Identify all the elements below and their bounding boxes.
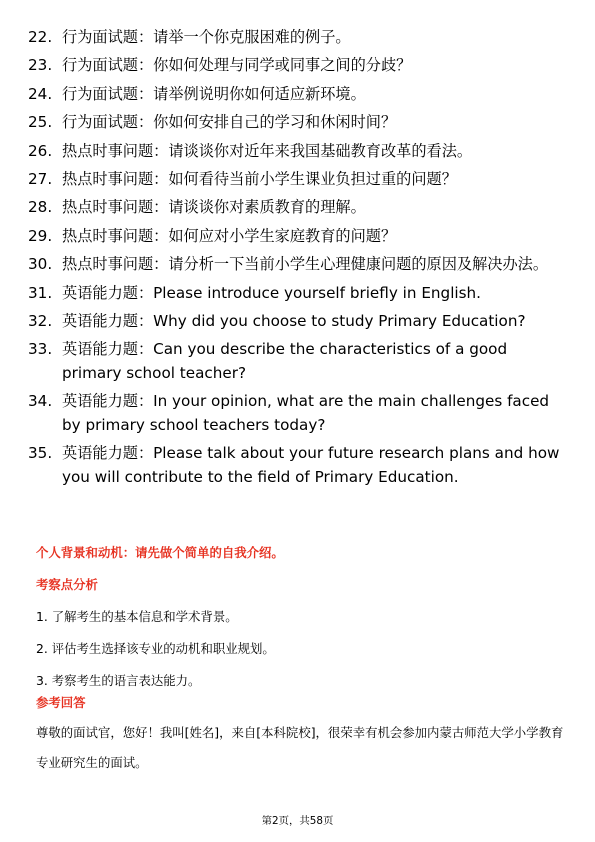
page-number-footer: 第2页，共58页 [261, 815, 334, 827]
focus-question-section [36, 544, 566, 562]
question-number: 32. [28, 312, 53, 331]
question-number: 23. [28, 56, 53, 75]
question-number: 28. [28, 198, 53, 217]
list-item [28, 253, 568, 276]
analysis-item: 1. 了解考生的基本信息和学术背景。 [36, 609, 238, 624]
focus-question-heading: 个人背景和动机：请先做个简单的自我介绍。 [36, 545, 284, 560]
question-number: 31. [28, 283, 53, 302]
list-item [28, 225, 568, 248]
question-text: 英语能力题：Please talk about your future research plans and how you will contribute to the field of Primary Education. [62, 444, 560, 486]
reference-heading: 参考回答 [36, 695, 86, 710]
analysis-item: 3. 考察考生的语言表达能力。 [36, 673, 201, 688]
question-number: 34. [28, 392, 53, 411]
list-item [28, 54, 568, 77]
question-number: 33. [28, 340, 53, 359]
question-number: 25. [28, 113, 53, 132]
question-text: 行为面试题：请举一个你克服困难的例子。 [62, 28, 351, 46]
list-item [28, 140, 568, 163]
question-text: 行为面试题：请举例说明你如何适应新环境。 [62, 84, 366, 103]
reference-answer: 尊敬的面试官，您好！我叫[姓名]，来自[本科院校]，很荣幸有机会参加内蒙古师范大学小学教育专业研究生的面试。 [36, 725, 564, 770]
question-text: 行为面试题：你如何安排自己的学习和休闲时间？ [62, 113, 397, 132]
question-number: 35. [28, 444, 53, 463]
question-number: 22. [28, 28, 53, 46]
question-text: 英语能力题：Please introduce yourself briefly in English. [62, 283, 481, 302]
list-item [28, 196, 568, 219]
question-text: 英语能力题：Why did you choose to study Primary Education? [62, 312, 526, 331]
question-number: 24. [28, 84, 53, 103]
list-item [28, 442, 568, 489]
question-text: 热点时事问题：请谈谈你对近年来我国基础教育改革的看法。 [62, 141, 473, 160]
list-item [28, 26, 568, 49]
question-text: 行为面试题：你如何处理与同学或同事之间的分歧？ [62, 56, 412, 75]
question-text: 热点时事问题：请谈谈你对素质教育的理解。 [62, 198, 366, 217]
reference-section [36, 694, 566, 778]
analysis-item: 2. 评估考生选择该专业的动机和职业规划。 [36, 641, 275, 656]
list-item [28, 168, 568, 191]
list-item [28, 310, 568, 333]
question-text: 热点时事问题：请分析一下当前小学生心理健康问题的原因及解决办法。 [62, 255, 548, 274]
question-number: 29. [28, 226, 53, 245]
question-number: 30. [28, 255, 53, 274]
question-number: 26. [28, 141, 53, 160]
list-item [28, 111, 568, 134]
list-item [28, 390, 568, 437]
question-text: 热点时事问题：如何看待当前小学生课业负担过重的问题？ [62, 170, 457, 189]
list-item [28, 338, 568, 385]
question-text: 热点时事问题：如何应对小学生家庭教育的问题？ [62, 226, 397, 245]
question-text: 英语能力题：Can you describe the characteristics of a good primary school teacher? [62, 340, 508, 382]
list-item [28, 282, 568, 305]
list-item [28, 83, 568, 106]
analysis-section [36, 576, 566, 690]
question-list [28, 26, 568, 494]
analysis-heading: 考察点分析 [36, 577, 98, 592]
question-text: 英语能力题：In your opinion, what are the main challenges faced by primary school teachers today? [62, 392, 550, 434]
question-number: 27. [28, 170, 53, 189]
